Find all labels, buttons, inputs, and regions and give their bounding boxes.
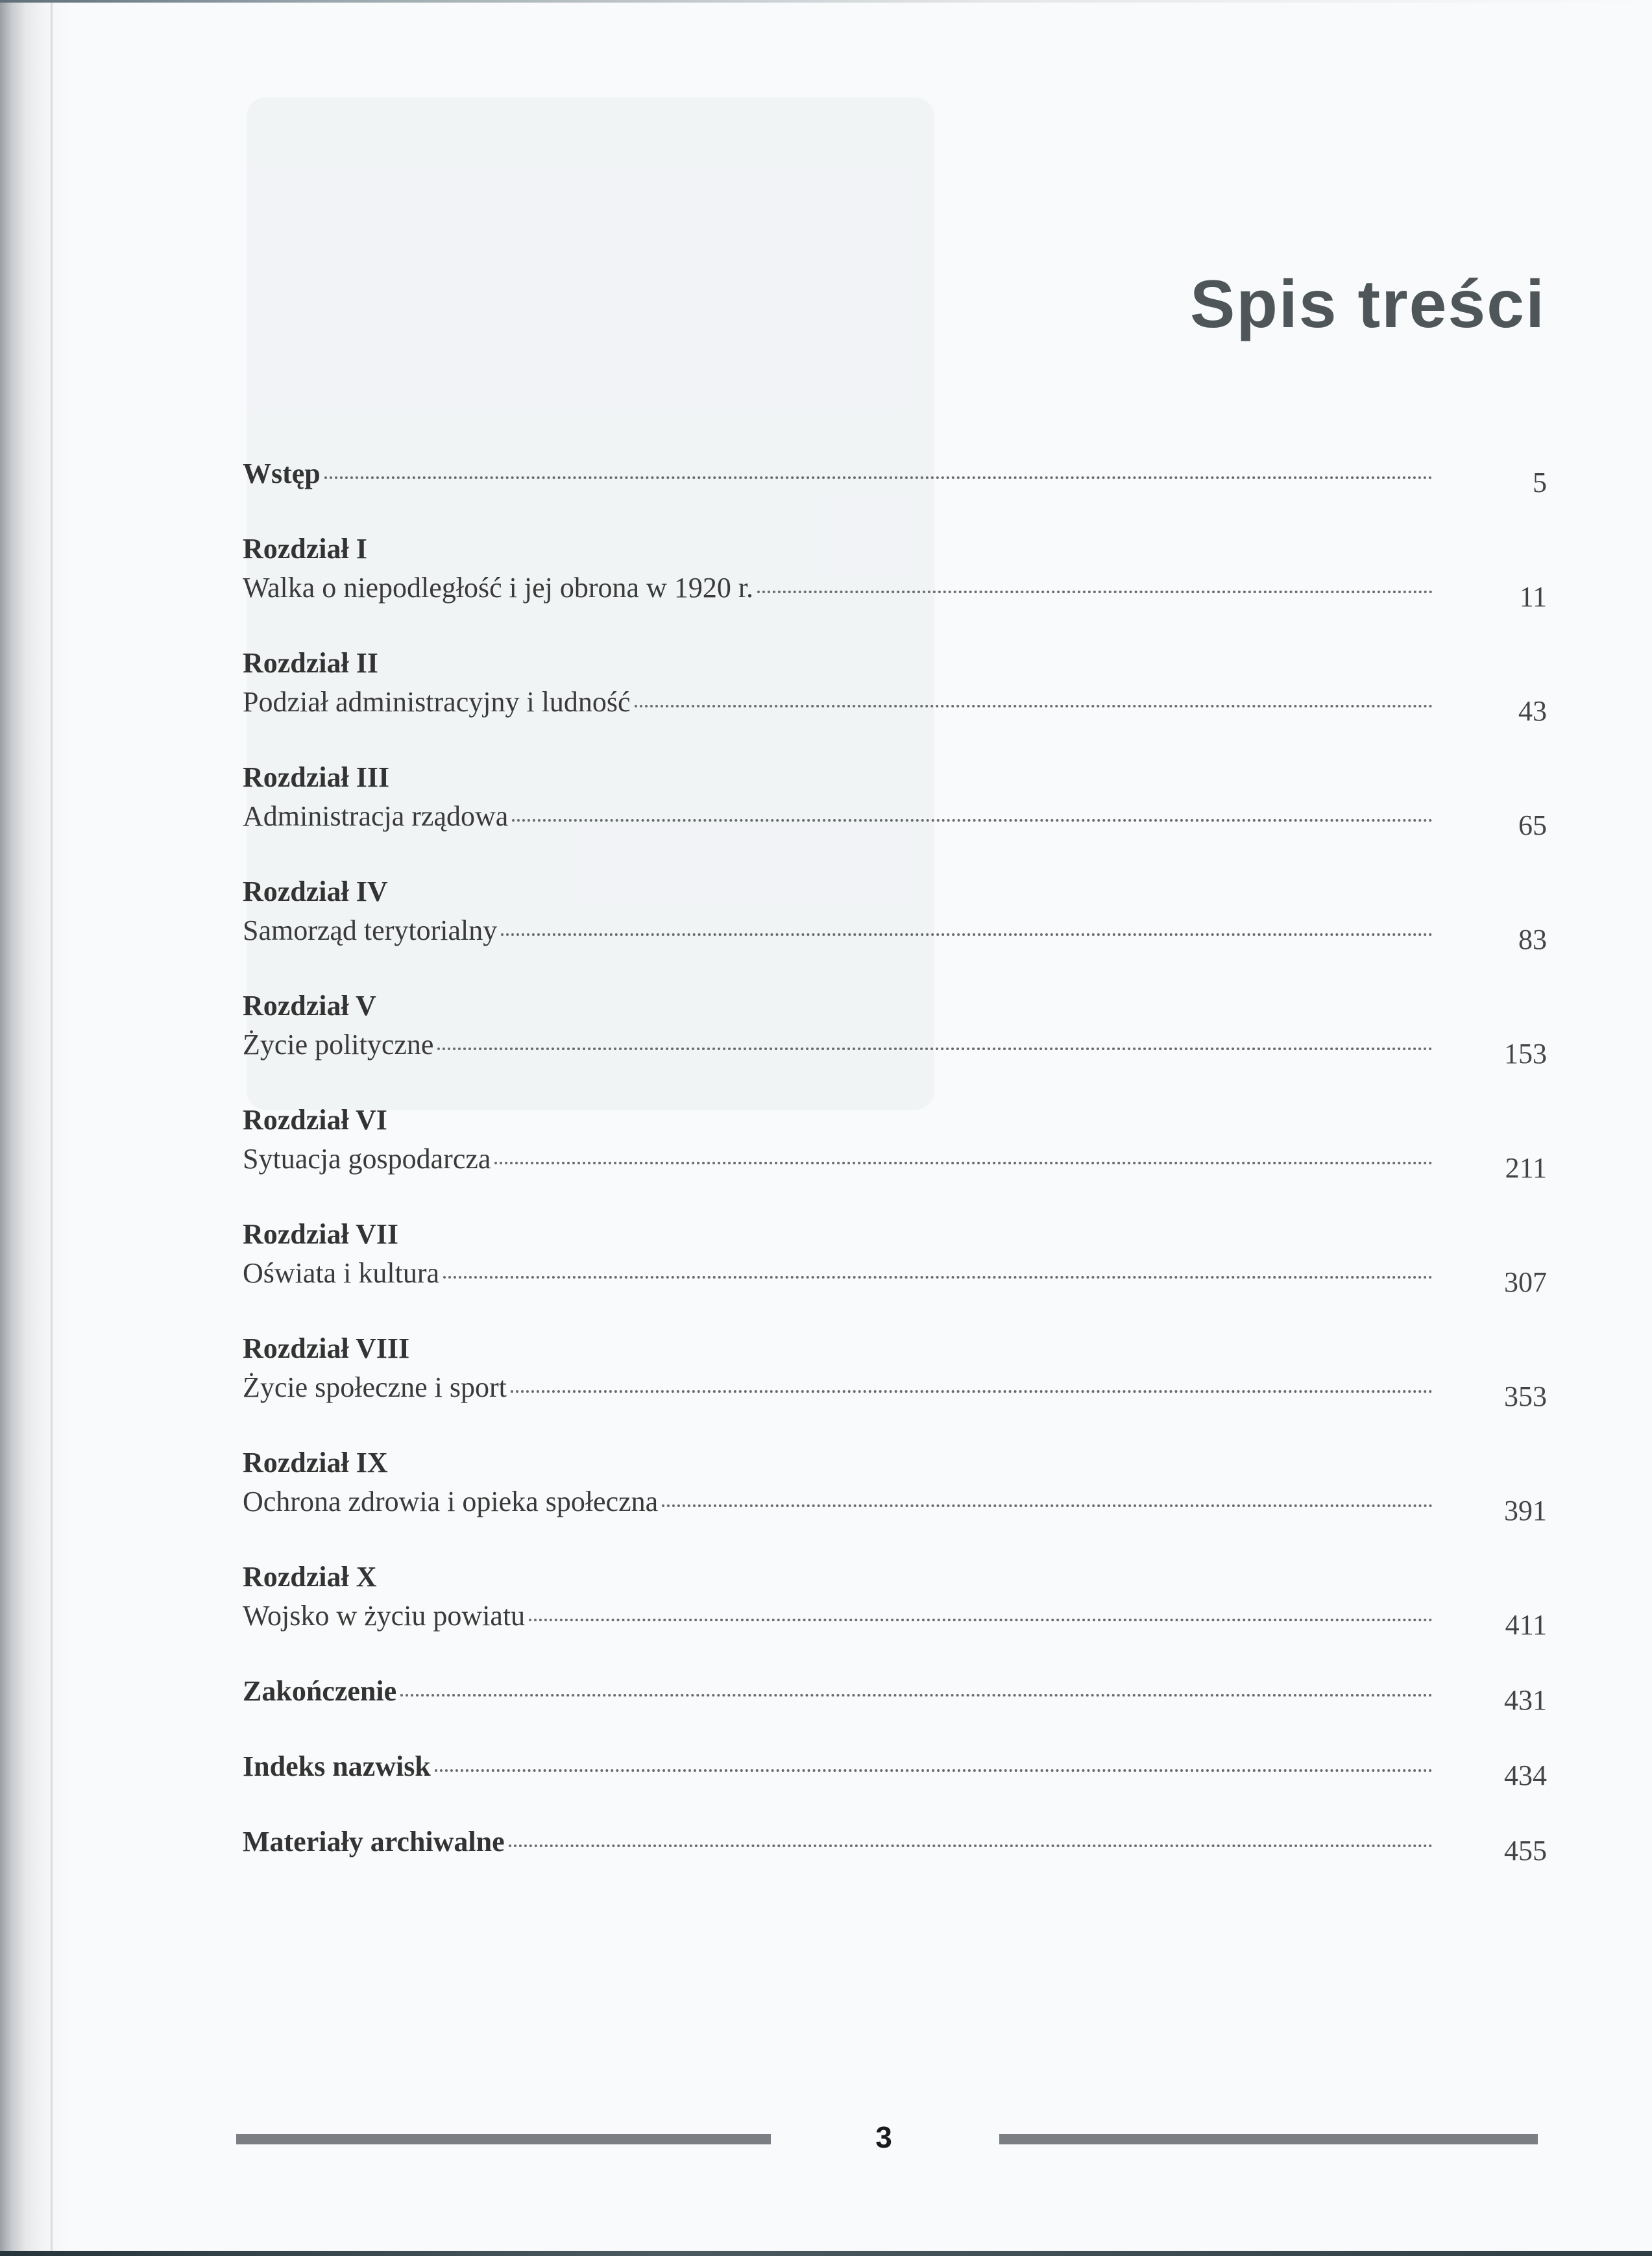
dot-leader xyxy=(400,1694,1433,1697)
toc-entry xyxy=(243,1747,1547,1791)
toc-line xyxy=(243,1140,1437,1179)
toc-entry-title: Samorząd terytorialny xyxy=(243,914,498,946)
toc-entry xyxy=(243,1822,1547,1867)
toc-entry-title: Oświata i kultura xyxy=(243,1257,440,1289)
toc-line xyxy=(243,569,1437,607)
toc-page-number: 83 xyxy=(1518,924,1547,955)
toc-line xyxy=(243,797,1437,836)
toc-page-number: 11 xyxy=(1519,581,1547,613)
toc-entry-title: Materiały archiwalne xyxy=(243,1826,505,1858)
toc-page-number: 411 xyxy=(1505,1609,1547,1641)
chapter-heading: Rozdział VII xyxy=(243,1218,398,1250)
dot-leader xyxy=(435,1769,1433,1772)
page-number: 3 xyxy=(875,2120,892,2154)
toc-entry xyxy=(243,1215,1547,1298)
dot-leader xyxy=(494,1162,1433,1164)
chapter-heading: Rozdział X xyxy=(243,1561,377,1593)
book-binding-shadow xyxy=(0,0,71,2256)
toc-entry-title: Zakończenie xyxy=(243,1675,397,1707)
toc-page-number: 65 xyxy=(1518,809,1547,841)
dot-leader xyxy=(501,933,1433,936)
toc-entry-title: Wojsko w życiu powiatu xyxy=(243,1600,526,1632)
toc-line xyxy=(243,1747,1437,1786)
toc-entry xyxy=(243,987,1547,1070)
toc-entry xyxy=(243,1101,1547,1184)
toc-entry-title: Ochrona zdrowia i opieka społeczna xyxy=(243,1486,659,1517)
chapter-heading: Rozdział II xyxy=(243,647,378,679)
toc-line xyxy=(243,454,1437,493)
toc-entry-title: Wstęp xyxy=(243,458,321,489)
scan-bottom-edge xyxy=(0,2251,1652,2256)
toc-line xyxy=(243,1368,1437,1407)
toc-page-number: 353 xyxy=(1504,1380,1547,1412)
toc-entry-title: Podział administracyjny i ludność xyxy=(243,686,631,718)
toc-entry xyxy=(243,758,1547,841)
toc-page-number: 153 xyxy=(1504,1038,1547,1070)
chapter-heading: Rozdział V xyxy=(243,990,376,1022)
table-of-contents xyxy=(243,454,1547,1867)
toc-entry xyxy=(243,872,1547,955)
toc-entry xyxy=(243,530,1547,613)
toc-entry-title: Administracja rządowa xyxy=(243,800,509,832)
chapter-heading: Rozdział III xyxy=(243,761,390,793)
chapter-heading: Rozdział VIII xyxy=(243,1332,410,1364)
chapter-heading: Rozdział I xyxy=(243,533,367,565)
chapter-heading: Rozdział IV xyxy=(243,876,388,907)
dot-leader xyxy=(529,1619,1433,1621)
toc-entry xyxy=(243,1672,1547,1716)
toc-line xyxy=(243,1597,1437,1636)
toc-entry xyxy=(243,1443,1547,1526)
toc-page-number: 431 xyxy=(1504,1684,1547,1716)
toc-line xyxy=(243,683,1437,722)
dot-leader xyxy=(443,1276,1433,1279)
toc-entry-title: Życie polityczne xyxy=(243,1029,434,1061)
toc-page-number: 455 xyxy=(1504,1835,1547,1867)
toc-line xyxy=(243,911,1437,950)
toc-entry-title: Sytuacja gospodarcza xyxy=(243,1143,491,1175)
footer-rule-left xyxy=(236,2134,771,2144)
chapter-heading: Rozdział IX xyxy=(243,1447,388,1478)
toc-entry xyxy=(243,644,1547,727)
dot-leader xyxy=(509,1845,1433,1847)
dot-leader xyxy=(437,1048,1433,1050)
toc-entry xyxy=(243,1329,1547,1412)
toc-entry-title: Indeks nazwisk xyxy=(243,1750,431,1782)
toc-line xyxy=(243,1025,1437,1064)
toc-page-number: 211 xyxy=(1505,1152,1547,1184)
toc-entry xyxy=(243,454,1547,498)
toc-entry-title: Życie społeczne i sport xyxy=(243,1371,507,1403)
dot-leader xyxy=(757,591,1433,593)
scan-top-edge xyxy=(0,0,1652,3)
toc-page-number: 43 xyxy=(1518,695,1547,727)
toc-line xyxy=(243,1822,1437,1861)
toc-page-number: 307 xyxy=(1504,1266,1547,1298)
footer-rule-right xyxy=(999,2134,1538,2144)
dot-leader xyxy=(511,1390,1433,1393)
dot-leader xyxy=(635,705,1433,707)
chapter-heading: Rozdział VI xyxy=(243,1104,387,1136)
page-title: Spis treści xyxy=(1189,267,1546,342)
toc-page-number: 391 xyxy=(1504,1495,1547,1526)
dot-leader xyxy=(324,476,1433,479)
toc-line xyxy=(243,1482,1437,1521)
toc-entry-title: Walka o niepodległość i jej obrona w 1920 r. xyxy=(243,572,754,604)
toc-page-number: 434 xyxy=(1504,1759,1547,1791)
dot-leader xyxy=(512,819,1433,822)
dot-leader xyxy=(662,1504,1433,1507)
toc-entry xyxy=(243,1558,1547,1641)
toc-line xyxy=(243,1254,1437,1293)
toc-line xyxy=(243,1672,1437,1711)
toc-page-number: 5 xyxy=(1533,467,1547,498)
